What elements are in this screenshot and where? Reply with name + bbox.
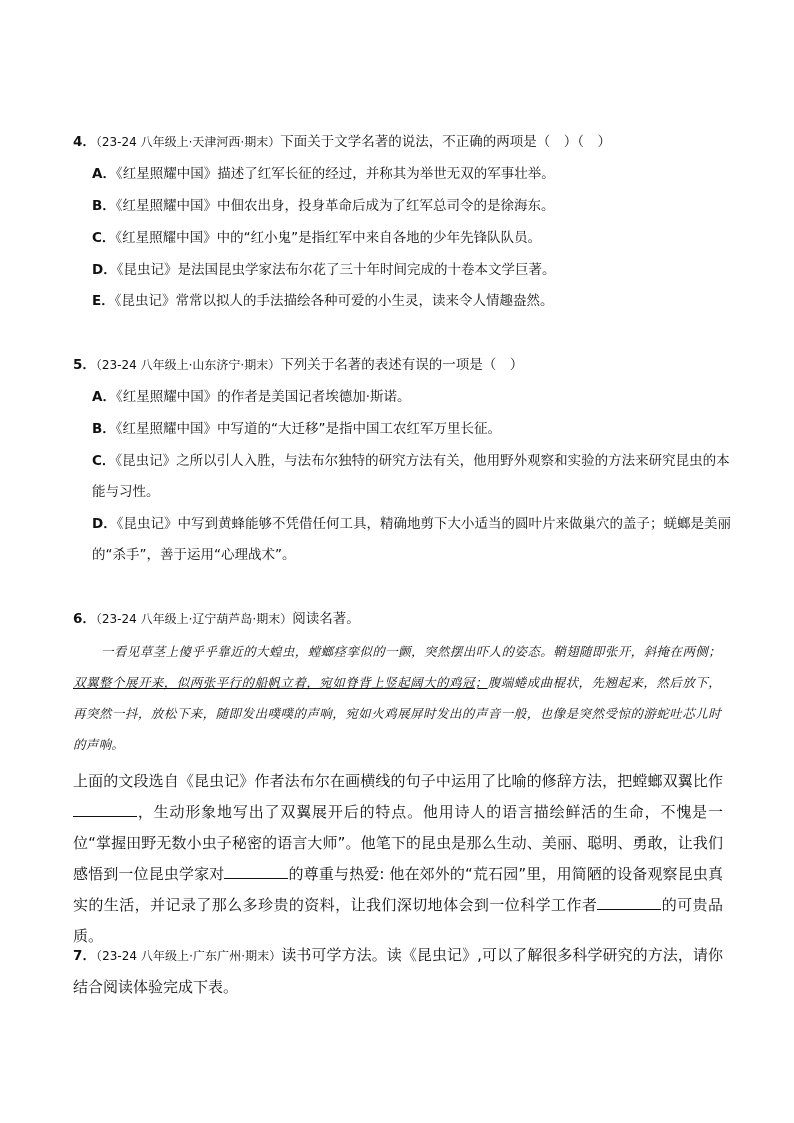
body-text: 的尊重与热爱: 他在郊外的“荒石园”里，用简陋的设备观察昆虫真实的生活，并记录了那么多珍贵的资料，让我们深切地体会到一位科学工作者: [73, 865, 723, 914]
option-text: 《红星照耀中国》描述了红军长征的经过，并称其为举世无双的军事壮举。: [115, 166, 555, 182]
body-text: ，生动形象地写出了双翼展开后的特点。他用诗人的语言描绘鲜活的生命，不愧是一位“掌握田野无数小虫子秘密的语言大师”。他笔下的昆虫是那么生动、美丽、聪明、勇敢，让我们感悟到一位昆虫学家对: [73, 803, 723, 883]
question-6-body: [73, 766, 723, 952]
option-letter: A．: [92, 166, 116, 182]
option-letter: E．: [92, 293, 115, 309]
excerpt-underlined-sentence: 双翼整个展开来，似两张平行的船帆立着，宛如脊背上竖起阔大的鸡冠；: [73, 675, 488, 690]
question-number: 7．: [73, 948, 97, 964]
option-letter: B．: [92, 421, 116, 437]
question-6-header: [73, 609, 360, 629]
option-letter: D．: [92, 262, 117, 278]
option-letter: A．: [92, 389, 116, 405]
question-stem: 读书可学方法。读《昆虫记》,可以了解很多科学研究的方法，请你结合阅读体验完成下表。: [73, 946, 723, 996]
question-stem: 阅读名著。: [292, 611, 360, 627]
option-d: [92, 260, 555, 280]
question-source: （23-24 八年级上·山东济宁·期末）: [95, 358, 281, 372]
answer-blank-1[interactable]: [73, 800, 137, 817]
body-text: 上面的文段选自《昆虫记》作者法布尔在画横线的句子中运用了比喻的修辞方法，把螳螂双翼比作: [73, 772, 723, 790]
option-text: 《红星照耀中国》中的“红小鬼”是指红军中来自各地的少年先锋队队员。: [115, 230, 542, 246]
option-a: [92, 164, 555, 184]
body-text: 的可贵品质。: [73, 896, 723, 945]
option-text: 《红星照耀中国》中写道的“大迁移”是指中国工农红军万里长征。: [115, 421, 502, 437]
excerpt-text: 一看见草茎上傻乎乎靠近的大蝗虫，螳螂痉挛似的一颤，突然摆出吓人的姿态。鞘翅随即张开，斜掩在两侧；: [101, 644, 721, 659]
option-text: 《红星照耀中国》的作者是美国记者埃德加·斯诺。: [115, 389, 411, 405]
option-text: 《昆虫记》中写到黄蜂能够不凭借任何工具，精确地剪下大小适当的圆叶片来做巢穴的盖子；蜣螂是美丽的“杀手”，善于运用“心理战术”。: [92, 516, 731, 563]
option-letter: C．: [92, 230, 116, 246]
option-text: 《红星照耀中国》中佃农出身，投身革命后成为了红军总司令的是徐海东。: [115, 198, 555, 214]
question-number: 6．: [73, 611, 96, 627]
option-d: [92, 509, 732, 571]
option-letter: B．: [92, 198, 116, 214]
question-7: [73, 940, 723, 1003]
question-4-header: [73, 132, 611, 152]
option-text: 《昆虫记》常常以拟人的手法描绘各种可爱的小生灵，读来令人情趣盎然。: [114, 293, 554, 309]
option-text: 《昆虫记》是法国昆虫学家法布尔花了三十年时间完成的十卷本文学巨著。: [116, 262, 556, 278]
excerpt-text: 腹端蜷成曲棍状，先翘起来，然后放下，再突然一抖，放松下来，随即发出噗噗的声响，宛如火鸡展屏时发出的声音一般，也像是突然受惊的游蛇吐芯儿时的声响。: [73, 675, 721, 752]
option-e: [92, 291, 553, 311]
option-a: [92, 387, 411, 407]
option-text: 《昆虫记》之所以引人入胜，与法布尔独特的研究方法有关，他用野外观察和实验的方法来研究昆虫的本能与习性。: [92, 453, 730, 500]
option-b: [92, 196, 555, 216]
question-source: （23-24 八年级上·辽宁葫芦岛·期末）: [95, 612, 293, 626]
question-stem: 下列关于名著的表述有误的一项是（ ）: [280, 357, 524, 373]
novel-excerpt: [73, 636, 721, 760]
option-b: [92, 419, 501, 439]
option-letter: C．: [92, 453, 116, 469]
answer-blank-2[interactable]: [224, 862, 288, 879]
question-source: （23-24 八年级上·天津河西·期末）: [95, 135, 281, 149]
question-stem: 下面关于文学名著的说法，不正确的两项是（ ）（ ）: [280, 134, 611, 150]
option-c: [92, 228, 541, 248]
question-number: 4．: [73, 134, 96, 150]
option-letter: D．: [92, 516, 117, 532]
answer-blank-3[interactable]: [597, 893, 661, 910]
question-number: 5．: [73, 357, 96, 373]
question-5-header: [73, 355, 523, 375]
question-source: （23-24 八年级上·广东广州·期末）: [96, 949, 282, 963]
option-c: [92, 446, 732, 508]
